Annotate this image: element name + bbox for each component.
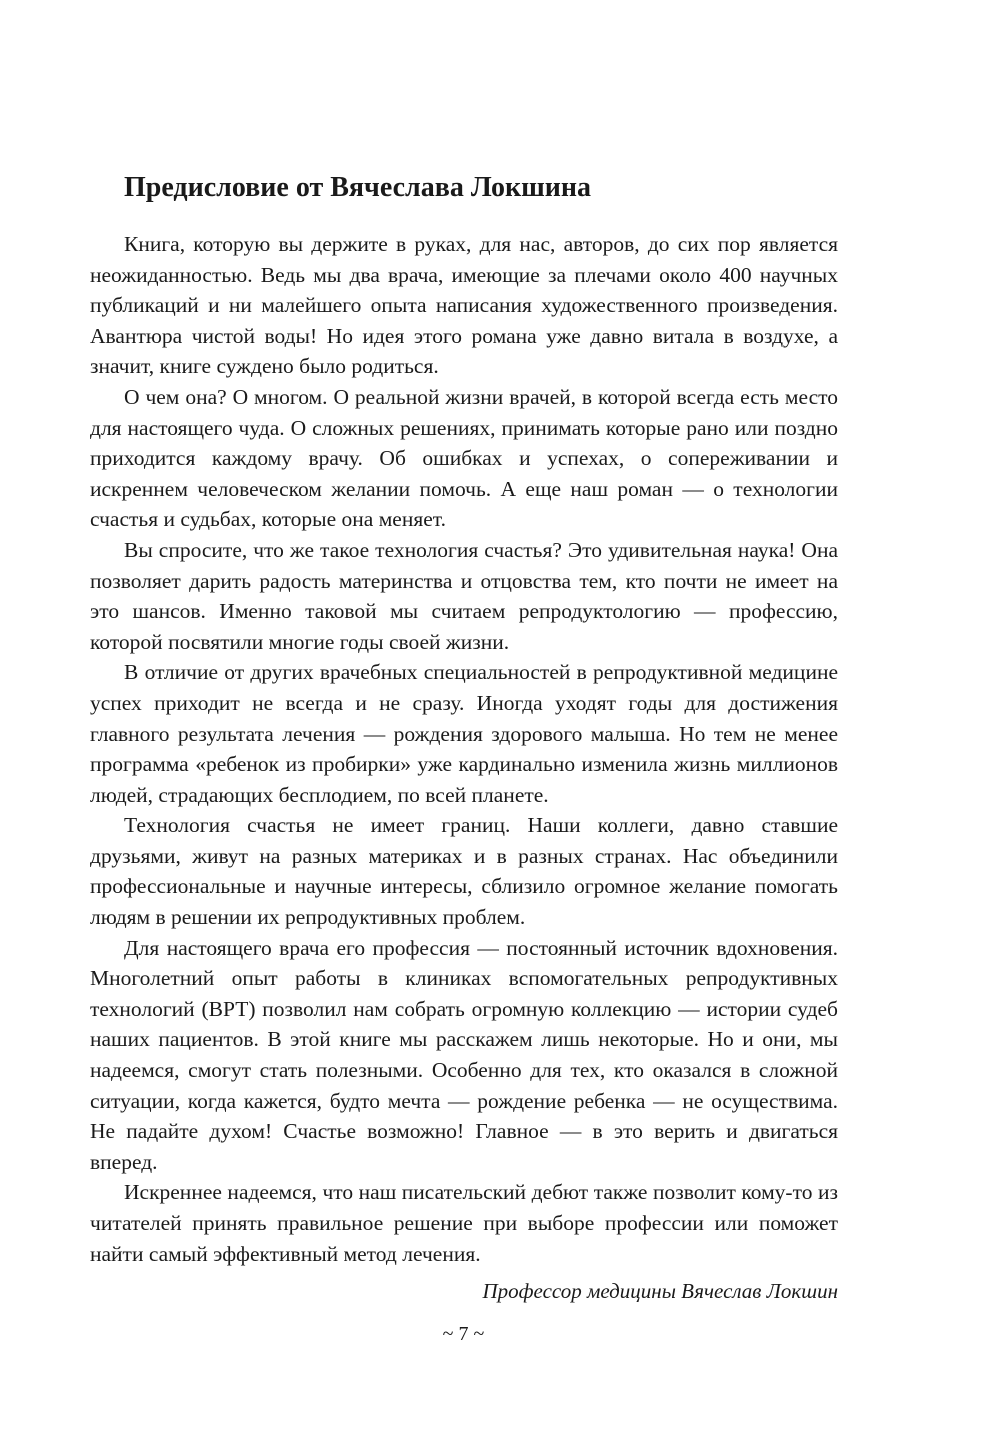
paragraph: Для настоящего врача его профессия — постоянный источник вдохновения. Многолетний опыт работы в клиниках вспомогательных репродуктивных технологий (ВРТ) позволил нам собрать огромную коллекцию — истории судеб наших пациентов. В этой книге мы расскажем лишь некоторые. Но и они, мы надеемся, смогут стать полезными. Особенно для тех, кто оказался в сложной ситуации, когда кажется, будто мечта — рождение ребенка — не осуществима. Не падайте духом! Счастье возможно! Главное — в это верить и двигаться вперед.	[90, 935, 838, 1174]
paragraph: Искреннее надеемся, что наш писательский дебют также позволит кому-то из читателей принять правильное решение при выборе профессии или поможет найти самый эффективный метод лечения.	[90, 1180, 838, 1266]
paragraph: Вы спросите, что же такое технология счастья? Это удивительная наука! Она позволяет дарить радость материнства и отцовства тем, кто почти не имеет на это шансов. Именно таковой мы считаем репродуктологию — профессию, которой посвятили многие годы своей жизни.	[90, 537, 838, 654]
paragraph: В отличие от других врачебных специальностей в репродуктивной медицине успех приходит не всегда и не сразу. Иногда уходят годы для достижения главного результата лечения — рождения здорового малыша. Но тем не менее программа «ребенок из пробирки» уже кардинально изменила жизнь миллионов людей, страдающих бесплодием, по всей планете.	[90, 660, 838, 807]
author-signature: Профессор медицины Вячеслав Локшин	[482, 1279, 838, 1303]
paragraph: О чем она? О многом. О реальной жизни врачей, в которой всегда есть место для настоящего чуда. О сложных решениях, принимать которые рано или поздно приходится каждому врачу. Об ошибках и успехах, о сопереживании и искреннем человеческом желании помочь. А еще наш роман — о технологии счастья и судьбах, которые она меняет.	[90, 384, 838, 532]
chapter-title: Предисловие от Вячеслава Локшина	[124, 172, 592, 203]
page-number: ~ 7 ~	[442, 1323, 485, 1345]
body-text	[90, 229, 838, 1269]
paragraph: Технология счастья не имеет границ. Наши коллеги, давно ставшие друзьями, живут на разных материках и в разных странах. Нас объединили профессиональные и научные интересы, сблизило огромное желание помогать людям в решении их репродуктивных проблем.	[90, 813, 838, 930]
paragraph: Книга, которую вы держите в руках, для нас, авторов, до сих пор является неожиданностью. Ведь мы два врача, имеющие за плечами около 400 научных публикаций и ни малейшего опыта написания художественного произведения. Авантюра чистой воды! Но идея этого романа уже давно витала в воздухе, а значит, книге суждено было родиться.	[90, 232, 838, 379]
